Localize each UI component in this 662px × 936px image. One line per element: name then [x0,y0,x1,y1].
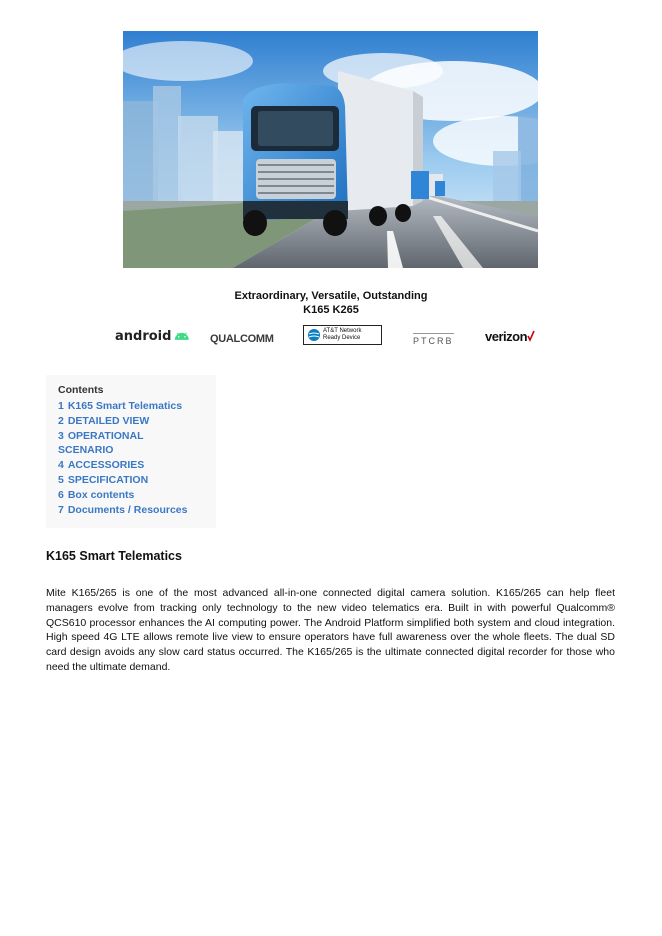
hero-image [123,31,538,268]
section-paragraph: Mite K165/265 is one of the most advanced all-in-one connected digital camera solution. K165/265 can help fleet managers evolve from tracking only technology to the new video telematics era. Built in with powerful Qualcomm® QCS610 processor enhances the AI computing power. The Android Platform simplified both system and cloud integration. High speed 4G LTE allows remote live view to ensure operators have full awareness over the whole fleets. The dual SD card design avoids any slow card status occurred. The K165/265 is the ultimate connected digital recorder for those who need the ultimate demand. [46,587,615,673]
section-heading: K165 Smart Telematics [46,549,182,563]
toc-item-6[interactable]: 6 Box contents [58,488,135,501]
toc-item-4[interactable]: 4 ACCESSORIES [58,458,145,471]
att-line-2: Ready Device [323,335,361,341]
table-of-contents [46,375,216,528]
ptcrb-logo [413,328,455,350]
att-line-1: AT&T Network [323,328,362,334]
android-logo [115,325,190,347]
att-network-badge [303,325,382,345]
qualcomm-logo [210,328,280,350]
toc-item-5[interactable]: 5 SPECIFICATION [58,473,149,486]
ptcrb-text: PTCRB [413,333,454,346]
qualcomm-text: QUALCOMM [210,333,274,345]
toc-item-3[interactable]: 3 OPERATIONAL SCENARIO [58,430,144,456]
toc-title: Contents [58,384,104,396]
android-robot-icon [174,330,190,342]
android-text: android [115,328,172,344]
toc-item-2[interactable]: 2 DETAILED VIEW [58,415,150,427]
verizon-text: verizon [485,328,528,344]
tagline-line-1: Extraordinary, Versatile, Outstanding [234,290,428,302]
toc-item-1[interactable]: 1 K165 Smart Telematics [58,400,183,412]
verizon-check-icon [527,330,535,342]
truck-highway-photo [123,31,538,268]
toc-item-7[interactable]: 7 Documents / Resources [58,503,188,516]
tagline-line-2: K165 K265 [303,304,359,316]
verizon-logo [485,325,545,347]
product-tagline [0,289,662,317]
partner-logos [0,325,662,349]
att-globe-icon [308,329,320,341]
